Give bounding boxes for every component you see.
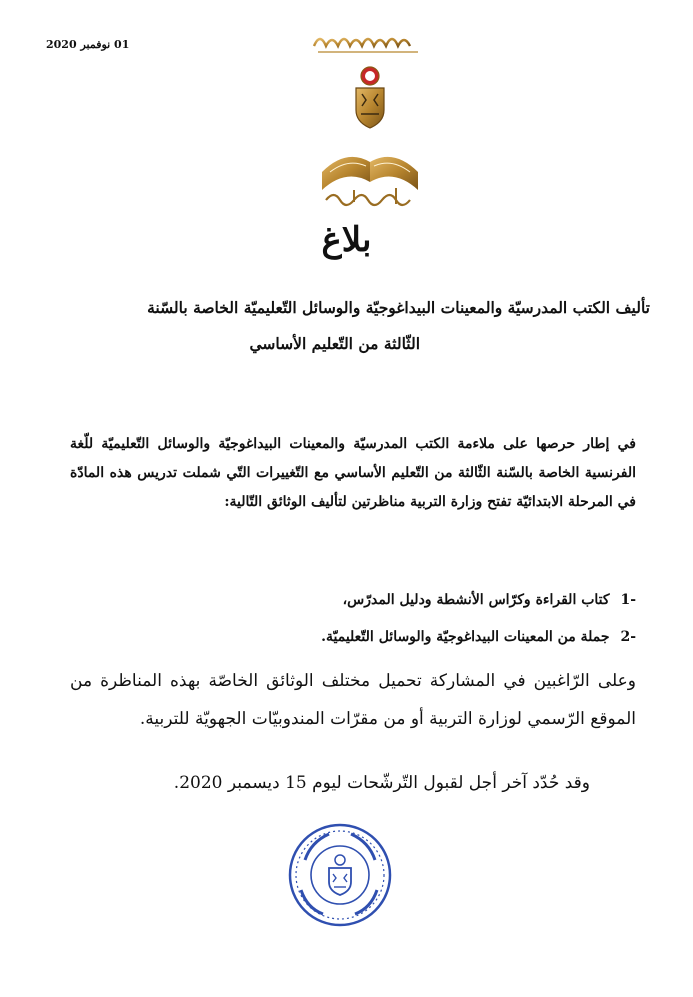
list-item xyxy=(70,582,636,619)
documents-list xyxy=(70,582,636,656)
list-item xyxy=(70,619,636,656)
subject-line-2: الثّالثة من التّعليم الأساسي xyxy=(249,334,420,353)
body-paragraph-2: وعلى الرّاغبين في المشاركة تحميل مختلف الوثائق الخاصّة بهذه المناظرة من الموقع الرّسمي لوزارة التربية أو من مقرّات المندوبيّات الجهويّة للتربية. xyxy=(70,671,636,729)
list-item-text: كتاب القراءة وكرّاس الأنشطة ودليل المدرّس، xyxy=(342,592,610,608)
ministry-logo xyxy=(300,22,440,212)
announcement-title: بلاغ xyxy=(321,220,372,260)
subject-line-1: تأليف الكتب المدرسيّة والمعينات البيداغوجيّة والوسائل التّعليميّة الخاصة بالسّنة xyxy=(147,298,650,317)
list-item-number: -2 xyxy=(620,629,636,645)
list-item-number: -1 xyxy=(620,592,636,608)
deadline-notice: وقد حُدّد آخر أجل لقبول التّرشّحات ليوم 15 ديسمبر 2020. xyxy=(173,773,590,793)
announcement-subject xyxy=(70,290,650,362)
official-stamp xyxy=(285,820,395,930)
list-item-text: جملة من المعينات البيداغوجيّة والوسائل التّعليميّة. xyxy=(321,629,610,645)
body-paragraph-1: في إطار حرصها على ملاءمة الكتب المدرسيّة والمعينات البيداغوجيّة والوسائل التّعليميّة للّغة الفرنسية الخاصة بالسّنة الثّالثة من التّعليم الأساسي مع التّغييرات التّي شملت تدريس هذه المادّة في المرحلة الابتدائيّة تفتح وزارة التربية مناظرتين لتأليف الوثائق التّالية: xyxy=(70,436,636,510)
document-date: 01 نوفمبر 2020 xyxy=(46,38,130,51)
